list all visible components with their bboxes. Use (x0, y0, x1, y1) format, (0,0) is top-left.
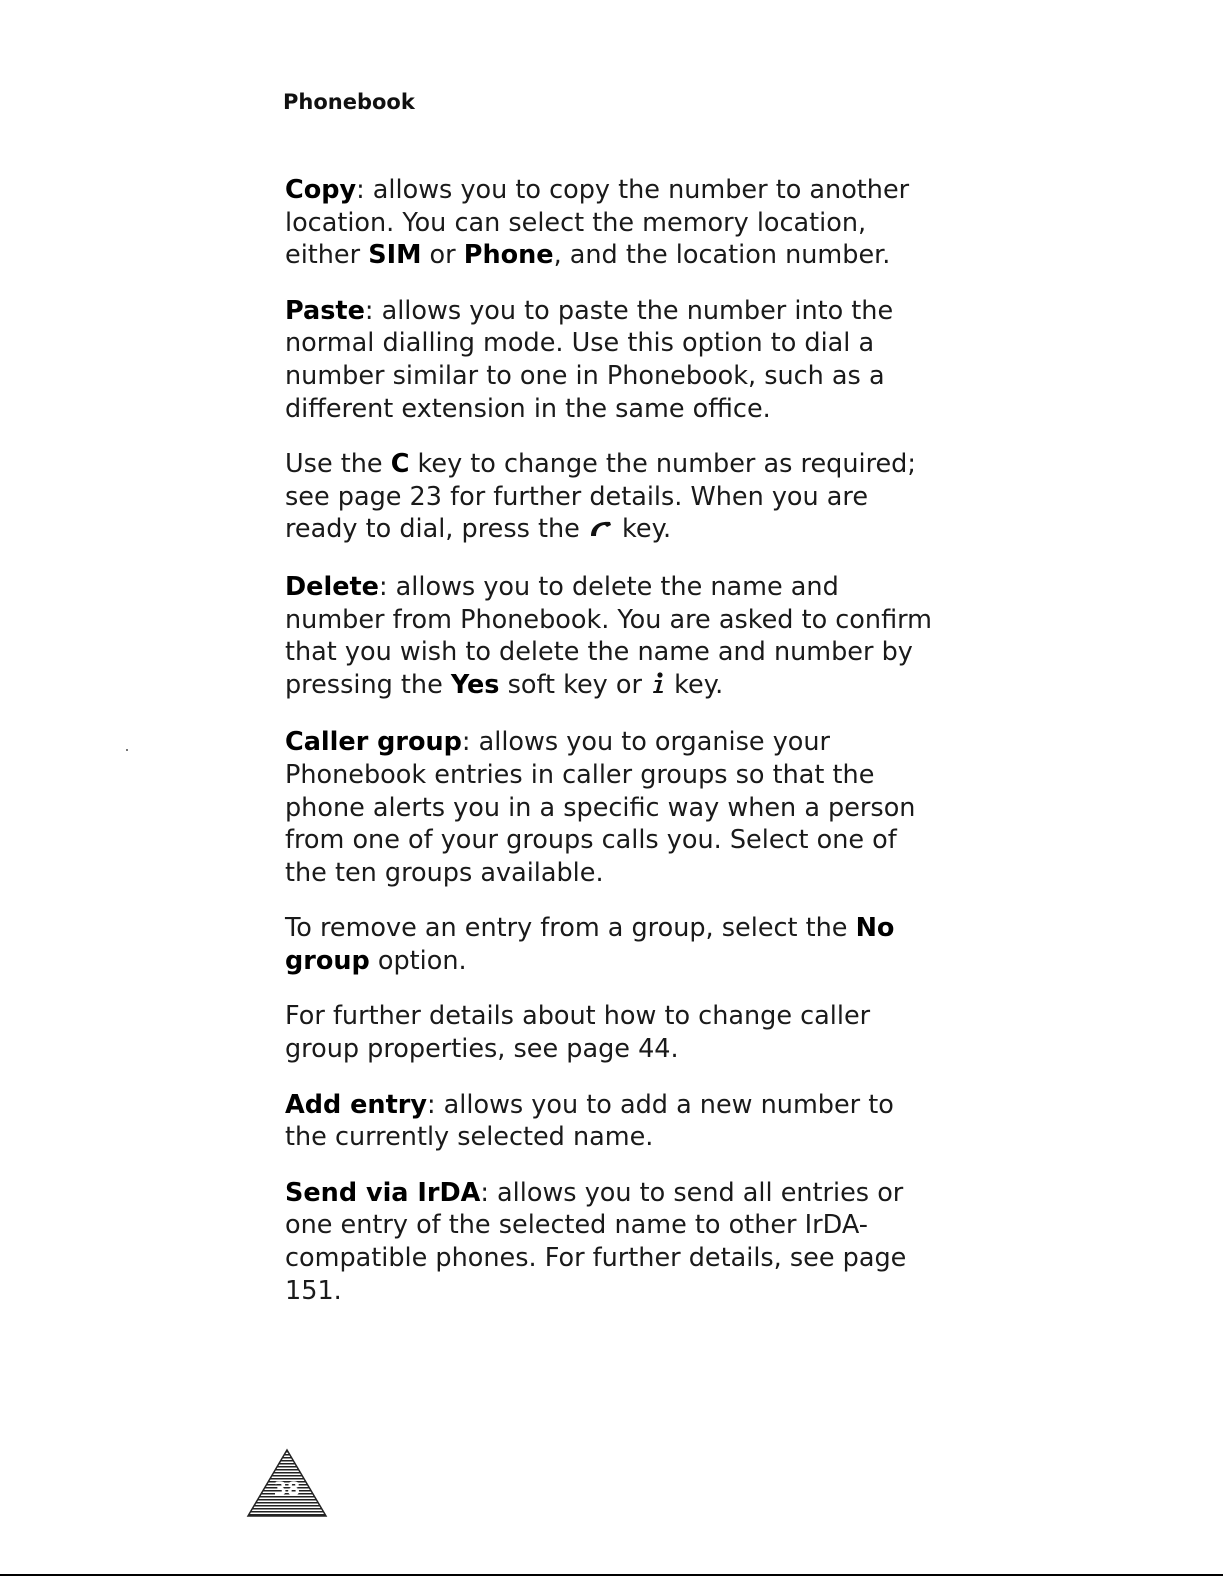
page-number: 38 (273, 1478, 301, 1500)
caller-group-term: Caller group (285, 727, 462, 758)
paste-text: : allows you to paste the number into the normal dialling mode. Use this option to dial a number similar to one in Phonebook, such as a different extension in the same office. (285, 295, 894, 424)
add-entry-text: : allows you to add a new number to the currently selected name. (285, 1089, 894, 1153)
c-key-paragraph (285, 448, 935, 548)
c-key-text-2: key to change the number as required; see page 23 for further details. When you are ready to dial, press the (285, 449, 916, 545)
remove-entry-paragraph (285, 912, 935, 977)
add-entry-paragraph (285, 1089, 935, 1154)
delete-paragraph (285, 571, 935, 703)
paste-paragraph (285, 295, 935, 425)
caller-group-text: : allows you to organise your Phonebook entries in caller groups so that the phone alerts you in a specific way when a person from one of your groups calls you. Select one of the ten groups available. (285, 727, 916, 888)
add-entry-term: Add entry (285, 1089, 427, 1120)
info-key-icon (650, 671, 666, 704)
copy-paragraph (285, 174, 935, 272)
copy-or: or (421, 240, 464, 271)
c-key-text-1: Use the (285, 449, 391, 480)
caller-group-paragraph (285, 726, 935, 889)
further-text: For further details about how to change caller group properties, see page 44. (285, 1001, 871, 1065)
send-irda-text: : allows you to send all entries or one entry of the selected name to other IrDA-compatible phones. For further details, see page 151. (285, 1177, 907, 1306)
document-body (285, 174, 935, 1330)
section-title: Phonebook (283, 90, 415, 114)
c-key-term: C (390, 449, 410, 480)
c-key-text-3: key. (613, 514, 672, 545)
sim-term: SIM (368, 240, 422, 271)
send-irda-term: Send via IrDA (285, 1177, 481, 1208)
copy-text-2: , and the location number. (553, 240, 891, 271)
further-details-paragraph (285, 1000, 935, 1065)
copy-text-1: : allows you to copy the number to another location. You can select the memory location, either (285, 175, 910, 271)
scan-speck (126, 749, 128, 751)
no-group-term: No group (285, 913, 895, 976)
remove-text-1: To remove an entry from a group, select the (285, 913, 856, 944)
copy-term: Copy (285, 175, 357, 205)
phone-term: Phone (463, 240, 554, 271)
remove-text-2: option. (369, 945, 467, 976)
bottom-rule (0, 1574, 1223, 1576)
paste-term: Paste (285, 295, 365, 326)
delete-term: Delete (285, 571, 379, 602)
yes-term: Yes (450, 669, 500, 700)
send-call-key-icon (588, 515, 614, 548)
send-irda-paragraph (285, 1177, 935, 1307)
delete-text-2: soft key or (499, 669, 651, 700)
delete-text-3: key. (666, 669, 724, 700)
delete-text-1: : allows you to delete the name and number from Phonebook. You are asked to confirm that you wish to delete the name and number by pressing the (285, 571, 933, 700)
